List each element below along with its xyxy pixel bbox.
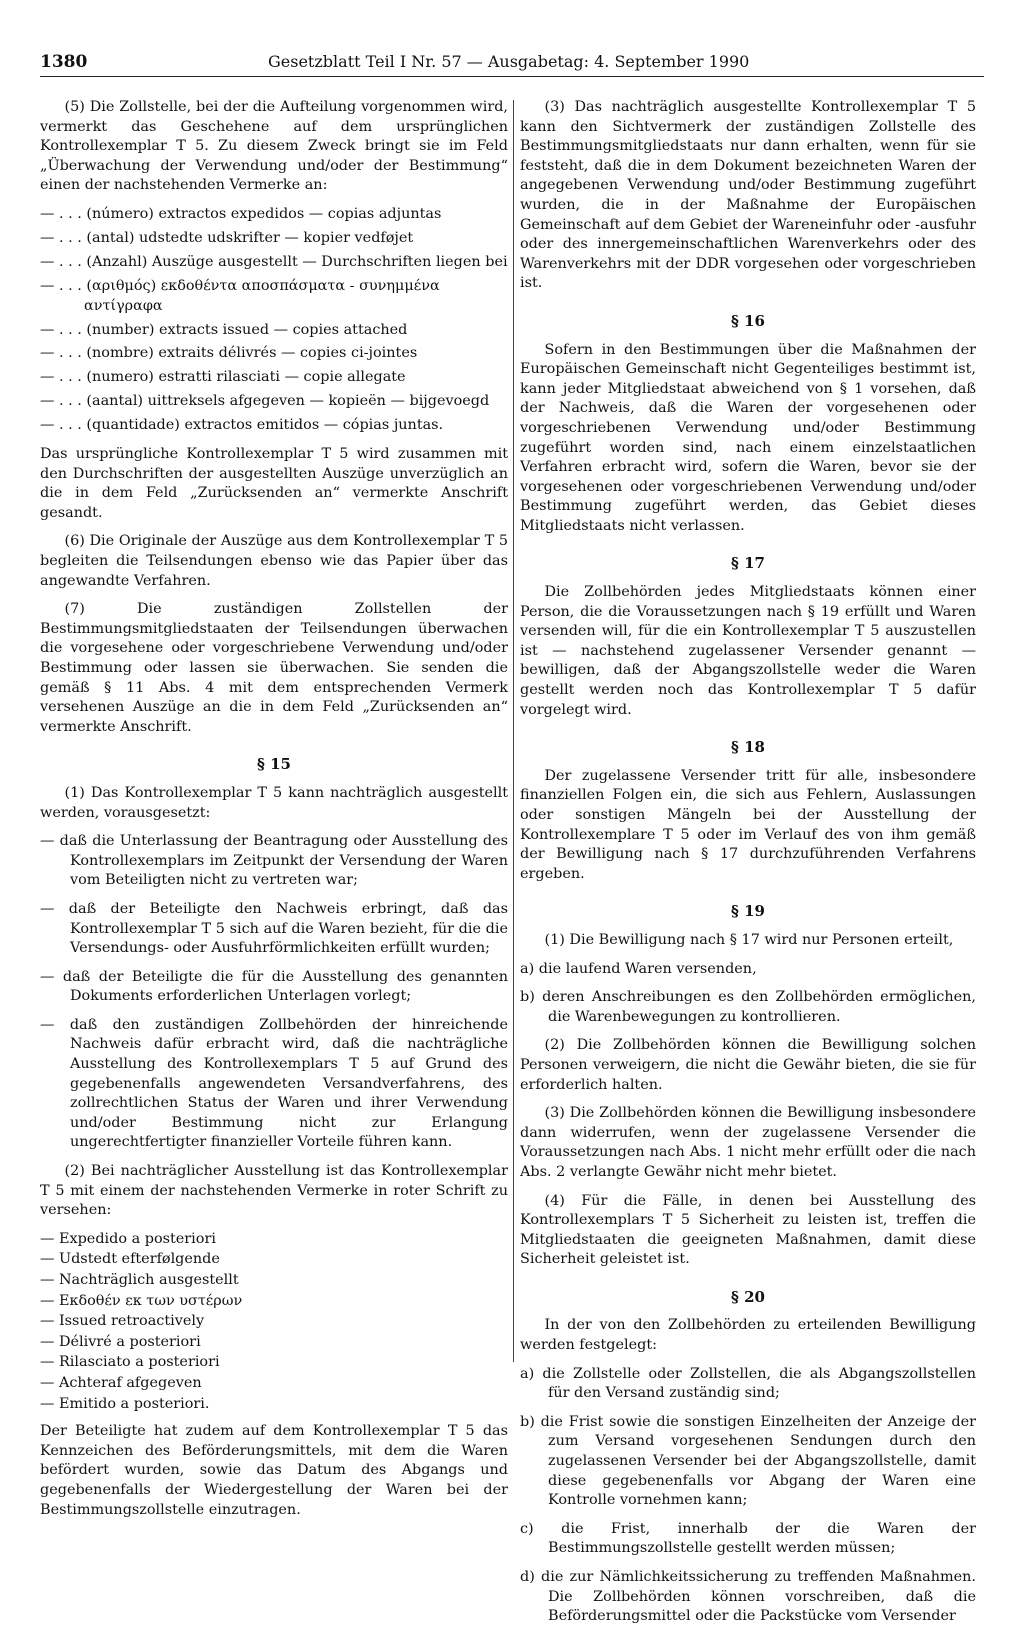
header-rule: [40, 76, 984, 77]
section-20-intro: In der von den Zollbehörden zu erteilenden Bewilligung werden festgelegt:: [520, 1317, 976, 1354]
section-heading-16: § 16: [731, 311, 765, 330]
gazette-title: Gesetzblatt Teil I Nr. 57 — Ausgabetag: 4. September 1990: [268, 52, 750, 71]
condition-item: — daß der Beteiligte die für die Ausstellung des genannten Dokuments erforderlichen Unterlagen vorlegt;: [40, 968, 508, 1005]
retroactive-remarks-list: [40, 1230, 508, 1414]
list-item: — . . . (Anzahl) Auszüge ausgestellt — Durchschriften liegen bei: [40, 253, 508, 270]
section-19-paragraph-2: (2) Die Zollbehörden können die Bewilligung solchen Personen verweigern, die nicht die Gewähr bieten, die sie für erforderlich halten.: [520, 1037, 976, 1093]
list-item: — . . . (numero) estratti rilasciati — copie allegate: [40, 369, 406, 386]
section-heading-19: § 19: [731, 902, 765, 921]
list-item: — . . . (aantal) uittreksels afgegeven — kopieën — bijgevoegd: [40, 393, 490, 410]
list-item: — Achteraf afgegeven: [40, 1374, 202, 1391]
list-item: — Expedido a posteriori: [40, 1230, 216, 1247]
section-19-item-b: b) deren Anschreibungen es den Zollbehörden ermöglichen, die Warenbewegungen zu kontrollieren.: [520, 989, 976, 1025]
list-item: — Issued retroactively: [40, 1313, 205, 1330]
section-19-item-a: a) die laufend Waren versenden,: [520, 960, 757, 977]
paragraph-6: (6) Die Originale der Auszüge aus dem Kontrollexemplar T 5 begleiten die Teilsendungen ebenso wie das Papier über das angewandte Verfahren.: [40, 533, 508, 589]
section-heading-17: § 17: [731, 554, 765, 573]
section-18-text: Der zugelassene Versender tritt für alle, insbesondere finanziellen Folgen ein, die sich aus Fehlern, Auslassungen oder sonstigen Mängeln bei der Ausstellung der Kontrollexemplare T 5 oder im Verlauf des von ihm gemäß der Bewilligung nach § 17 durchzuführenden Verfahrens ergeben.: [520, 767, 976, 882]
right-column: [520, 98, 976, 1636]
list-item: — Emitido a posteriori.: [40, 1395, 210, 1412]
section-16-text: Sofern in den Bestimmungen über die Maßnahmen der Europäischen Gemeinschaft nicht Gegenteiliges bestimmt ist, kann jeder Mitgliedstaat abweichend von § 1 vorsehen, daß der Nachweis, daß die Waren der vorgesehenen oder vorgeschriebenen Verwendung und/oder Bestimmung zugeführt worden sind, nach einem einzelstaatlichen Verfahren erbracht wird, sofern die Waren, bevor sie der vorgesehenen oder vorgeschriebenen Verwendung und/oder Bestimmung zugeführt werden, das Gebiet dieses Mitgliedstaats nicht verlassen.: [520, 341, 976, 534]
list-item: — Udstedt efterfølgende: [40, 1251, 220, 1268]
condition-item: — daß die Unterlassung der Beantragung oder Ausstellung des Kontrollexemplars im Zeitpunkt der Versendung der Waren vom Beteiligten nicht zu vertreten war;: [40, 833, 508, 889]
list-item: — . . . (number) extracts issued — copies attached: [40, 321, 408, 338]
list-item: — Rilasciato a posteriori: [40, 1354, 220, 1371]
list-item: — . . . (número) extractos expedidos — copias adjuntas: [40, 205, 442, 222]
multilingual-notes-list: [40, 205, 508, 436]
section-19-paragraph-4: (4) Für die Fälle, in denen bei Ausstellung des Kontrollexemplars T 5 Sicherheit zu leisten ist, treffen die Mitgliedstaaten die geeigneten Maßnahmen, damit diese Sicherheit geleistet ist.: [520, 1192, 976, 1268]
list-item: — Délivré a posteriori: [40, 1333, 201, 1350]
list-item: — . . . (αριθμός) εκδοθέντα αποσπάσματα - συνημμένα αντίγραφα: [40, 277, 440, 314]
section-heading-15: § 15: [257, 755, 291, 774]
column-divider: [513, 100, 514, 1362]
paragraph-5-end: Das ursprüngliche Kontrollexemplar T 5 wird zusammen mit den Durchschriften der ausgestellten Auszüge unverzüglich an die in dem Feld „Zurücksenden an“ vermerkte Anschrift gesandt.: [40, 446, 508, 521]
paragraph-7: (7) Die zuständigen Zollstellen der Bestimmungsmitgliedstaaten der Teilsendungen überwachen die vorgesehene oder vorgeschriebene Verwendung und/oder Bestimmung oder lassen sie überwachen. Sie senden die gemäß § 11 Abs. 4 mit dem entsprechenden Vermerk versehenen Auszüge an die in dem Feld „Zurücksenden an“ vermerkte Anschrift.: [40, 601, 508, 735]
section-15-paragraph-1: (1) Das Kontrollexemplar T 5 kann nachträglich ausgestellt werden, vorausgesetzt:: [40, 784, 508, 821]
list-item: — . . . (quantidade) extractos emitidos — cópias juntas.: [40, 417, 444, 434]
list-item: — . . . (nombre) extraits délivrés — copies ci-jointes: [40, 345, 418, 362]
section-20-item-d: d) die zur Nämlichkeitssicherung zu treffenden Maßnahmen. Die Zollbehörden können vorschreiben, daß die Beförderungsmittel oder die Packstücke vom Versender: [520, 1569, 976, 1625]
list-item: — Εκδοθέν εκ των υστέρων: [40, 1292, 243, 1309]
section-heading-20: § 20: [731, 1287, 765, 1306]
section-heading-18: § 18: [731, 738, 765, 757]
section-17-text: Die Zollbehörden jedes Mitgliedstaats können einer Person, die die Voraussetzungen nach § 19 erfüllt und Waren versenden will, für die ein Kontrollexemplar T 5 auszustellen ist — nachstehend zugelassener Versender genannt — bewilligen, daß der Abgangszollstelle weder die Waren gestellt werden noch das Kontrollexemplar T 5 dafür vorgelegt wird.: [520, 584, 976, 718]
page-number: 1380: [40, 52, 88, 72]
list-item: — Nachträglich ausgestellt: [40, 1272, 239, 1288]
section-15-paragraph-2: (2) Bei nachträglicher Ausstellung ist das Kontrollexemplar T 5 mit einem der nachstehenden Vermerke in roter Schrift zu versehen:: [40, 1163, 508, 1219]
section-19-paragraph-3: (3) Die Zollbehörden können die Bewilligung insbesondere dann widerrufen, wenn der zugelassene Versender die Voraussetzungen nach Abs. 1 nicht mehr erfüllt oder die nach Abs. 2 verlangte Gewähr nicht mehr bietet.: [520, 1105, 976, 1180]
section-19-paragraph-1: (1) Die Bewilligung nach § 17 wird nur Personen erteilt,: [544, 931, 954, 948]
section-20-item-c: c) die Frist, innerhalb der die Waren der Bestimmungszollstelle gestellt werden müssen;: [520, 1520, 976, 1557]
section-20-item-a: a) die Zollstelle oder Zollstellen, die als Abgangszollstellen für den Versand zuständig sind;: [520, 1365, 976, 1402]
list-item: — . . . (antal) udstedte udskrifter — kopier vedføjet: [40, 229, 414, 246]
paragraph-5-intro: (5) Die Zollstelle, bei der die Aufteilung vorgenommen wird, vermerkt das Geschehene auf dem ursprünglichen Kontrollexemplar T 5. Zu diesem Zweck bringt sie im Feld „Überwachung der Verwendung und/oder der Bestimmung“ einen der nachstehenden Vermerke an:: [40, 99, 508, 194]
section-15-end: Der Beteiligte hat zudem auf dem Kontrollexemplar T 5 das Kennzeichen des Beförderungsmittels, mit dem die Waren befördert wurden, sowie das Datum des Abgangs und gegebenenfalls der Wiedergestellung der Waren bei der Bestimmungszollstelle einzutragen.: [40, 1423, 508, 1518]
page-header: [40, 48, 984, 78]
paragraph-3: (3) Das nachträglich ausgestellte Kontrollexemplar T 5 kann den Sichtvermerk der zuständigen Zollstelle des Bestimmungsmitgliedstaats nur dann erhalten, wenn für sie feststeht, daß die in dem Dokument bezeichneten Waren der angegebenen Verwendung und/oder Bestimmung zugeführt wurden, die in der Maßnahme der Europäischen Gemeinschaft auf dem Gebiet der Wareneinfuhr oder -ausfuhr oder des innergemeinschaftlichen Warenverkehrs oder des Warenverkehrs mit der DDR vorgesehen oder vorgeschrieben ist.: [520, 99, 976, 292]
condition-item: — daß den zuständigen Zollbehörden der hinreichende Nachweis dafür erbracht wird, daß die nachträgliche Ausstellung des Kontrollexemplars T 5 auf Grund des gegebenenfalls angewendeten Versandverfahrens, des zollrechtlichen Status der Waren und ihrer Verwendung und/oder Bestimmung nicht zur Erlangung ungerechtfertigter finanzieller Vorteile führen kann.: [40, 1016, 508, 1151]
condition-item: — daß der Beteiligte den Nachweis erbringt, daß das Kontrollexemplar T 5 sich auf die Waren bezieht, für die die Versendungs- oder Ausfuhrförmlichkeiten erfüllt wurden;: [40, 900, 508, 957]
section-20-item-b: b) die Frist sowie die sonstigen Einzelheiten der Anzeige der zum Versand vorgesehenen Sendungen durch den zugelassenen Versender bei der Abgangszollstelle, damit diese gegebenenfalls vor Abgang der Waren eine Kontrolle vornehmen kann;: [520, 1413, 976, 1509]
left-column: [40, 98, 508, 1529]
